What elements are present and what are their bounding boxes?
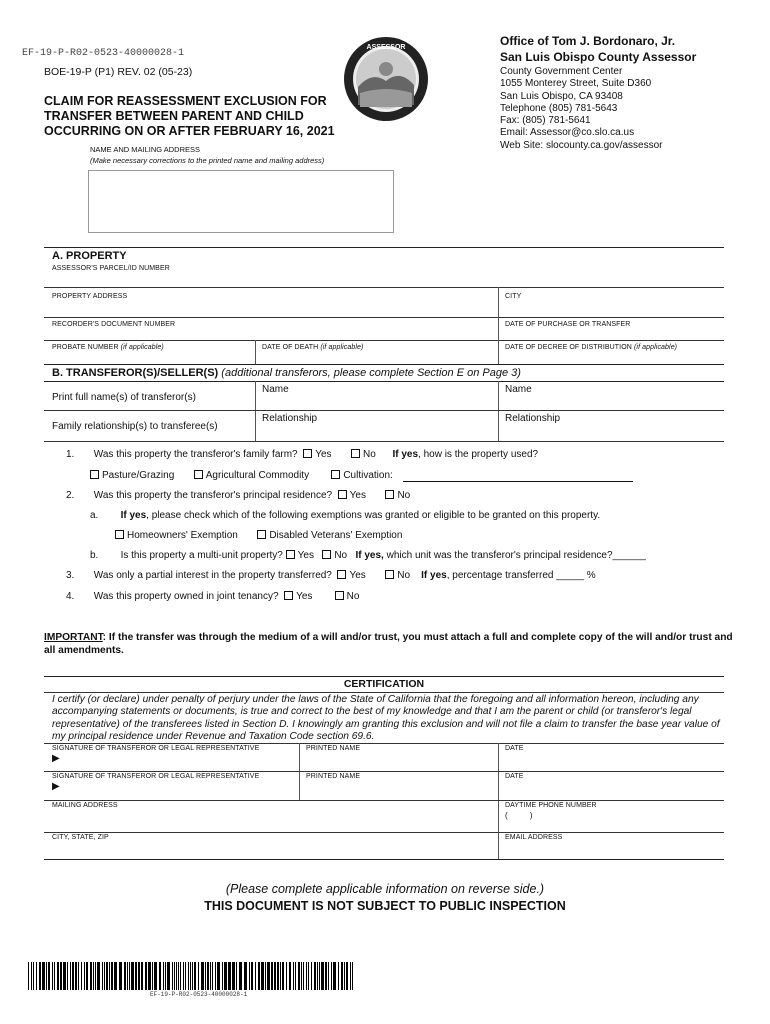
public-inspection-notice: THIS DOCUMENT IS NOT SUBJECT TO PUBLIC INSPECTION [204,899,566,913]
certification-heading: CERTIFICATION [343,678,425,690]
date-field-2[interactable] [499,772,724,799]
parcel-number-field[interactable] [44,264,724,286]
relationship-field-2[interactable] [499,411,724,440]
important-notice: IMPORTANT: If the transfer was through the medium of a will and/or trust, you must attach a full and complete copy of the will and/or trust and all amendments. [44,632,733,656]
name-mailing-address-box[interactable] [88,170,394,233]
daytime-phone-label: DAYTIME PHONE NUMBER [505,802,597,809]
pasture-checkbox[interactable]: Pasture/Grazing [90,470,174,481]
question-1: 1. Was this property the transferor's family farm? Yes No If yes, how is the property used? [66,449,539,460]
barcode-icon [28,962,358,990]
city-field[interactable] [499,288,724,316]
property-address-label: PROPERTY ADDRESS [52,293,128,300]
q2b-no-checkbox[interactable]: No [322,550,347,561]
date-purchase-field[interactable] [499,318,724,340]
name-mailing-note: (Make necessary corrections to the printed name and mailing address) [90,156,325,165]
relationship-col-label-1: Relationship [262,413,318,424]
certification-text: I certify (or declare) under penalty of perjury under the laws of the State of California that the foregoing and all information hereon, including any accompanying statements or documents, is true and correct to the best of my knowledge and that I am the parent or child (or transferor's legal representative) of the transferees listed in Section D. I knowingly am granting this exclusion and will not file a claim to transfer the base year value of my principal residence under Revenue and Taxation Code section 69.6. [52,694,720,743]
city-state-zip-label: CITY, STATE, ZIP [52,834,109,841]
printed-name-label-2: PRINTED NAME [306,773,361,780]
question-2a-options [115,530,402,541]
daytime-phone-field[interactable] [499,801,724,831]
q3-yes-checkbox[interactable]: Yes [337,570,365,581]
form-number: BOE-19-P (P1) REV. 02 (05-23) [44,66,193,78]
city-label: CITY [505,293,522,300]
q4-no-checkbox[interactable]: No [335,591,360,602]
signature-label-2: SIGNATURE OF TRANSFEROR OR LEGAL REPRESENTATIVE [52,773,260,780]
printed-name-field-1[interactable] [300,744,498,771]
question-2b: b. Is this property a multi-unit property? Yes No If yes, which unit was the transferor's principal residence?______ [90,550,646,561]
cultivation-checkbox[interactable]: Cultivation: [331,470,392,481]
county-seal-icon [342,35,430,123]
q4-yes-checkbox[interactable]: Yes [284,591,312,602]
signature-field-2[interactable] [44,772,298,799]
section-b-heading: B. TRANSFEROR(S)/SELLER(S) (additional transferors, please complete Section E on Page 3) [52,367,521,379]
date-of-death-label: DATE OF DEATH (if applicable) [262,344,364,351]
email-label: EMAIL ADDRESS [505,834,563,841]
q2-yes-checkbox[interactable]: Yes [338,490,366,501]
question-1-options [90,470,393,481]
question-4: 4. Was this property owned in joint tenancy? Yes No [66,591,360,602]
question-2: 2. Was this property the transferor's principal residence? Yes No [66,490,411,501]
email-field[interactable] [499,833,724,859]
agricultural-checkbox[interactable]: Agricultural Commodity [194,470,309,481]
city-state-zip-field[interactable] [44,833,498,859]
homeowners-checkbox[interactable]: Homeowners' Exemption [115,530,238,541]
q2-no-checkbox[interactable]: No [385,490,410,501]
probate-number-field[interactable] [44,341,254,363]
signature-arrow-icon-2: ▶ [52,781,60,792]
q1-yes-checkbox[interactable]: Yes [303,449,331,460]
office-address: County Government Center 1055 Monterey Street, Suite D360 San Luis Obispo, CA 93408 Telephone (805) 781-5643 Fax: (805) 781-5641 Email: Assessor@co.slo.ca.us Web Site: slocounty.ca.gov/assessor [500,66,663,151]
name-col-label-1: Name [262,384,289,395]
form-title: CLAIM FOR REASSESSMENT EXCLUSION FOR TRANSFER BETWEEN PARENT AND CHILD OCCURRING ON OR AFTER FEBRUARY 16, 2021 [44,94,335,138]
date-purchase-label: DATE OF PURCHASE OR TRANSFER [505,321,631,328]
mailing-address-label: MAILING ADDRESS [52,802,118,809]
transferor-name-field-1[interactable] [256,382,498,409]
date-label-1: DATE [505,745,524,752]
svg-text:ASSESSOR: ASSESSOR [366,44,406,51]
relationship-label: Family relationship(s) to transferee(s) [52,421,218,432]
barcode-caption: EF-19-P-R02-0523-40000028-1 [150,991,248,998]
print-names-label: Print full name(s) of transferor(s) [52,392,196,403]
q3-no-checkbox[interactable]: No [385,570,410,581]
name-col-label-2: Name [505,384,532,395]
q1-no-checkbox[interactable]: No [351,449,376,460]
barcode-code-text: EF-19-P-R02-0523-40000028-1 [22,48,185,59]
property-address-field[interactable] [44,288,498,316]
recorder-document-label: RECORDER'S DOCUMENT NUMBER [52,321,176,328]
printed-name-label-1: PRINTED NAME [306,745,361,752]
office-name: Office of Tom J. Bordonaro, Jr. San Luis Obispo County Assessor [500,34,697,64]
reverse-side-note: (Please complete applicable information on reverse side.) [225,882,545,896]
probate-number-label: PROBATE NUMBER (if applicable) [52,344,164,351]
signature-label-1: SIGNATURE OF TRANSFEROR OR LEGAL REPRESENTATIVE [52,745,260,752]
transferor-name-field-2[interactable] [499,382,724,409]
printed-name-field-2[interactable] [300,772,498,799]
relationship-field-1[interactable] [256,411,498,440]
date-decree-field[interactable] [499,341,724,363]
parcel-number-label: ASSESSOR'S PARCEL/ID NUMBER [52,265,170,272]
recorder-document-field[interactable] [44,318,498,340]
signature-arrow-icon-1: ▶ [52,753,60,764]
veterans-checkbox[interactable]: Disabled Veterans' Exemption [257,530,402,541]
q2b-yes-checkbox[interactable]: Yes [286,550,314,561]
cultivation-field[interactable] [403,481,633,482]
mailing-address-field[interactable] [44,801,498,831]
question-3: 3. Was only a partial interest in the property transferred? Yes No If yes, percentage transferred _____ % [66,570,596,581]
section-a-heading: A. PROPERTY [52,250,127,262]
date-label-2: DATE [505,773,524,780]
relationship-col-label-2: Relationship [505,413,561,424]
phone-parens: ( ) [505,811,533,820]
signature-field-1[interactable] [44,744,298,771]
name-mailing-label: NAME AND MAILING ADDRESS [90,145,201,154]
question-2a: a. If yes, please check which of the following exemptions was granted or eligible to be granted on this property. [90,510,601,521]
date-decree-label: DATE OF DECREE OF DISTRIBUTION (if applicable) [505,344,678,351]
date-field-1[interactable] [499,744,724,771]
date-of-death-field[interactable] [256,341,498,363]
